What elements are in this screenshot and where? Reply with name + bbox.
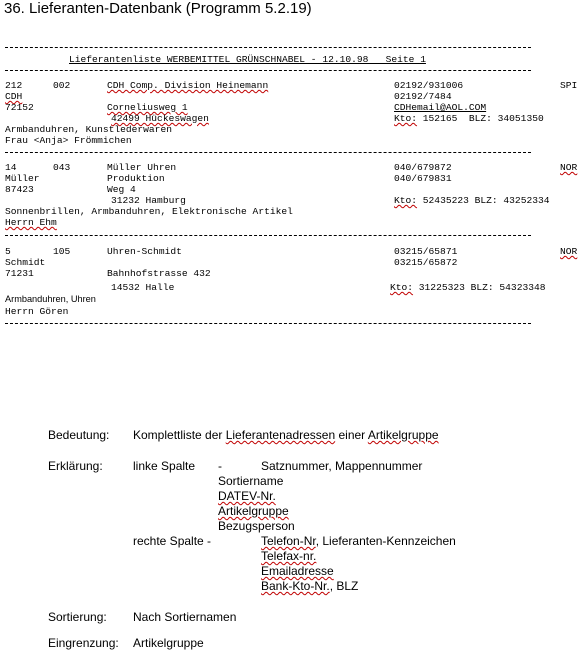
supplier-code: SPI: [560, 80, 578, 91]
meaning-label: Bedeutung:: [48, 428, 110, 442]
sort-name: Müller: [5, 173, 40, 184]
record-number: 14: [5, 162, 17, 173]
page-title: 36. Lieferanten-Datenbank (Programm 5.2.19): [4, 0, 312, 17]
datev-number: 72152: [5, 102, 34, 113]
street: Corneliusweg 1: [107, 102, 188, 113]
folder-number: 002: [53, 80, 71, 91]
record-number: 212: [5, 80, 23, 91]
bank-details: Kto: 152165 BLZ: 34051350: [394, 113, 544, 124]
phone-number: 03215/65871: [394, 246, 458, 257]
contact-person: Frau <Anja> Frömmichen: [5, 135, 132, 146]
datev-number: 87423: [5, 184, 34, 195]
report-divider: [5, 47, 531, 48]
bank-details: Kto: 31225323 BLZ: 54323348: [390, 282, 546, 293]
folder-number: 105: [53, 246, 71, 257]
filter-text: Artikelgruppe: [133, 636, 204, 650]
record-divider: [5, 152, 531, 153]
report-divider: [5, 323, 531, 324]
street: Weg 4: [107, 184, 136, 195]
left-column-label: linke Spalte: [133, 459, 196, 473]
record-number: 5: [5, 246, 11, 257]
contact-person: Herrn Ehm: [5, 217, 57, 228]
explanation-label: Erklärung:: [48, 459, 103, 473]
bank-details: Kto: 52435223 BLZ: 43252334: [394, 195, 550, 206]
contact-person: Herrn Gören: [5, 306, 69, 317]
supplier-report: [5, 40, 582, 340]
sorting-text: Nach Sortiernamen: [133, 610, 237, 624]
left-column-item: Satznummer, Mappennummer: [261, 459, 423, 473]
article-groups: Sonnenbrillen, Armbanduhren, Elektronische Artikel: [5, 206, 293, 217]
right-column-item: Telefax-nr.: [261, 549, 317, 563]
record-divider: [5, 235, 531, 236]
left-column-item: DATEV-Nr.: [218, 489, 276, 503]
sorting-label: Sortierung:: [48, 610, 107, 624]
phone-number: 02192/931006: [394, 80, 464, 91]
report-header: Lieferantenliste WERBEMITTEL GRÜNSCHNABEL - 12.10.98 Seite 1: [69, 54, 426, 65]
fax-number: 040/679831: [394, 173, 452, 184]
supplier-code: NOR: [560, 246, 578, 257]
supplier-name: Müller Uhren: [107, 162, 177, 173]
legend-section: [48, 428, 568, 658]
right-column-item: Emailadresse: [261, 564, 334, 578]
article-groups: Armbanduhren, Uhren: [5, 294, 96, 304]
datev-number: 71231: [5, 268, 34, 279]
report-divider: [5, 70, 531, 71]
email-address: CDHemail@AOL.COM: [394, 102, 487, 113]
city: 31232 Hamburg: [111, 195, 186, 206]
left-column-item: Sortiername: [218, 474, 284, 488]
city: 14532 Halle: [111, 282, 175, 293]
folder-number: 043: [53, 162, 71, 173]
sort-name: CDH: [5, 91, 23, 102]
right-column-item: Telefon-Nr, Lieferanten-Kennzeichen: [261, 534, 456, 548]
left-column-item: Artikelgruppe: [218, 504, 289, 518]
left-column-dash: -: [218, 459, 222, 473]
sort-name: Schmidt: [5, 257, 46, 268]
right-column-label: rechte Spalte -: [133, 534, 212, 548]
supplier-name: CDH Comp. Division Heinemann: [107, 80, 269, 91]
phone-number: 040/679872: [394, 162, 452, 173]
left-column-item: Bezugsperson: [218, 519, 295, 533]
fax-number: 02192/7484: [394, 91, 452, 102]
meaning-text: Komplettliste der Lieferantenadressen einer Artikelgruppe: [133, 428, 439, 442]
city: 42499 Hückeswagen: [111, 113, 209, 124]
filter-label: Eingrenzung:: [48, 636, 119, 650]
fax-number: 03215/65872: [394, 257, 458, 268]
supplier-name-2: Produktion: [107, 173, 165, 184]
supplier-code: NOR: [560, 162, 578, 173]
article-groups: Armbanduhren, Kunstlederwaren: [5, 124, 172, 135]
street: Bahnhofstrasse 432: [107, 268, 211, 279]
supplier-name: Uhren-Schmidt: [107, 246, 182, 257]
right-column-item: Bank-Kto-Nr., BLZ: [261, 579, 359, 593]
